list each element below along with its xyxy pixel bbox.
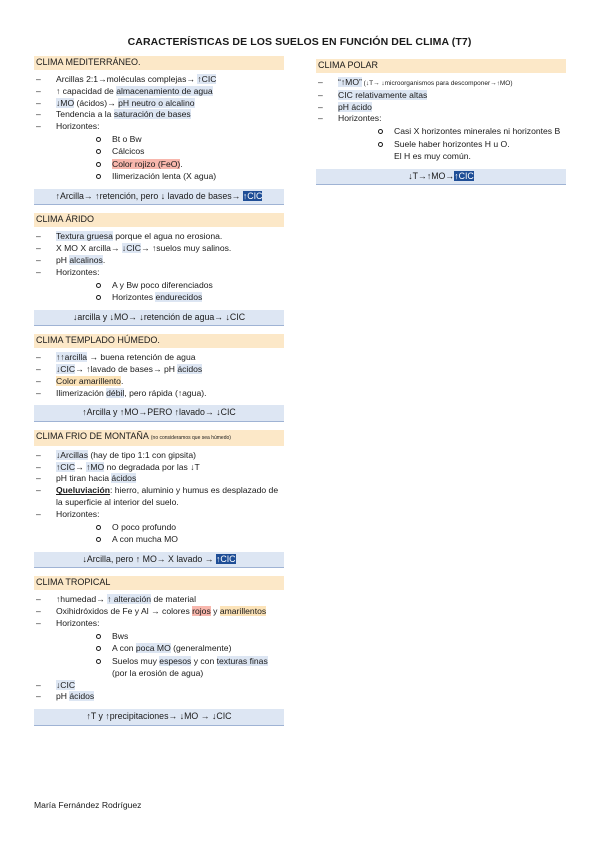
highlight: CIC relativamente altas: [338, 89, 428, 100]
highlight: ácidos: [69, 691, 95, 702]
mediterraneo-list: [34, 74, 284, 183]
summary-box-mediterraneo: ↑Arcilla→ ↑retención, pero ↓ lavado de bases→ ↑CIC: [34, 189, 284, 206]
highlight: amarillentos: [219, 605, 267, 616]
list-item: – ↑↑arcilla → buena retención de agua: [34, 352, 284, 364]
sub-item: A con poca MO (generalmente): [56, 642, 284, 655]
highlight: “↑MO”: [338, 77, 362, 87]
templado-list: [34, 352, 284, 399]
list-item: – Horizontes: A y Bw poco diferenciados Horizontes endurecidos: [34, 267, 284, 304]
section-header-montana: CLIMA FRIO DE MONTAÑA (no consideramos que sea húmedo): [34, 430, 284, 446]
highlight: ↓MO: [56, 97, 75, 108]
list-item: – Color amarillento.: [34, 376, 284, 388]
section-header-templado: CLIMA TEMPLADO HÚMEDO.: [34, 334, 284, 348]
list-item: – ↓MO (ácidos)→ pH neutro o alcalino: [34, 98, 284, 110]
sub-item: Bws: [56, 630, 284, 643]
list-item: – X MO X arcilla→ ↓CIC→ ↑suelos muy salinos.: [34, 243, 284, 255]
sub-item: A y Bw poco diferenciados: [56, 279, 284, 292]
sub-item: Suelos muy espesos y con texturas finas (por la erosión de agua): [56, 655, 284, 680]
header-note: (no consideramos que sea húmedo): [150, 434, 231, 441]
highlight: ↑ alteración: [107, 594, 152, 605]
highlight: Color rojizo (FeO): [112, 158, 181, 169]
highlight: ↓CIC: [56, 363, 76, 374]
list-item: – Oxihidróxidos de Fe y Al → colores rojos y amarillentos: [34, 606, 284, 618]
list-item: – Queluviación: hierro, aluminio y humus es desplazado de la superficie al interior del suelo.: [34, 485, 284, 509]
list-item: – Horizontes: Bws A con poca MO (generalmente) Suelos muy espesos y con texturas finas (por la erosión de agua): [34, 618, 284, 680]
highlight: endurecidos: [155, 292, 203, 303]
list-item: – Horizontes: Bt o Bw Cálcicos Color rojizo (FeO). Ilimerización lenta (X agua): [34, 121, 284, 183]
list-item: [316, 102, 566, 114]
sub-item: Casi X horizontes minerales ni horizontes B: [338, 125, 566, 138]
highlight: ↓Arcillas: [56, 449, 88, 460]
list-item: – ↓CIC→ ↑lavado de bases→ pH ácidos: [34, 364, 284, 376]
highlight: pH ácido: [338, 101, 372, 112]
list-item: – ↑ capacidad de almacenamiento de agua: [34, 86, 284, 98]
highlight: almacenamiento de agua: [116, 85, 213, 96]
highlight: ↑↑arcilla: [56, 352, 88, 363]
highlight: saturación de bases: [113, 109, 191, 120]
sub-item: A con mucha MO: [56, 533, 284, 546]
sub-item: Bt o Bw: [56, 133, 284, 146]
list-item: – Tendencia a la saturación de bases: [34, 109, 284, 121]
highlight: poca MO: [135, 643, 171, 654]
highlight: ↑CIC: [215, 553, 236, 564]
sub-list: [56, 521, 284, 546]
summary-box-tropical: ↑T y ↑precipitaciones→ ↓MO → ↓CIC: [34, 709, 284, 726]
highlight: alcalinos: [69, 255, 103, 266]
page-title: CARACTERÍSTICAS DE LOS SUELOS EN FUNCIÓN DEL CLIMA (T7): [127, 36, 472, 48]
highlight: texturas finas: [216, 655, 268, 666]
author-name: María Fernández Rodríguez: [34, 800, 142, 810]
montana-list: [34, 450, 284, 546]
polar-list: [316, 77, 566, 163]
tropical-list: [34, 594, 284, 703]
summary-box-polar: ↓T→↑MO→↑CIC: [316, 169, 566, 186]
highlight: pH neutro o alcalino: [118, 97, 195, 108]
highlight: débil: [106, 387, 125, 398]
sub-list: [56, 279, 284, 304]
list-item: – pH ácidos: [34, 691, 284, 703]
list-item: – pH alcalinos.: [34, 255, 284, 267]
highlight: ↑CIC: [242, 190, 263, 201]
sub-list: [56, 630, 284, 680]
highlight: ↑CIC: [454, 170, 474, 181]
highlight: ↑MO: [86, 461, 105, 472]
highlight: Textura gruesa: [56, 231, 113, 242]
list-item: [316, 90, 566, 102]
sub-item: Ilimerización lenta (X agua): [56, 170, 284, 183]
highlight: Color amarillento: [56, 375, 121, 386]
sub-item: Horizontes endurecidos: [56, 291, 284, 304]
list-item: – ↑humedad→ ↑ alteración de material: [34, 594, 284, 606]
list-item: – ↓Arcillas (hay de tipo 1:1 con gipsita): [34, 450, 284, 462]
sub-item: Cálcicos: [56, 145, 284, 158]
summary-box-arido: ↓arcilla y ↓MO→ ↓retención de agua→ ↓CIC: [34, 310, 284, 327]
sub-list: [56, 133, 284, 183]
highlight: ácidos: [177, 363, 203, 374]
sub-list: [338, 125, 566, 163]
right-column: [316, 59, 566, 193]
list-item: [34, 680, 284, 692]
section-header-arido: CLIMA ÁRIDO: [34, 213, 284, 227]
summary-box-montana: ↓Arcilla, pero ↑ MO→ X lavado → ↑CIC: [34, 552, 284, 569]
term: Queluviación: [56, 485, 110, 496]
arido-list: [34, 231, 284, 303]
section-header-polar: CLIMA POLAR: [316, 59, 566, 73]
highlight: rojos: [192, 605, 211, 616]
list-item: – Ilimerización débil, pero rápida (↑agua).: [34, 388, 284, 400]
left-column: [34, 56, 284, 734]
highlight: ↑CIC: [56, 461, 76, 472]
highlight: ↓CIC: [56, 679, 76, 690]
list-item: – Horizontes: Casi X horizontes minerales ni horizontes B Suele haber horizontes H u O. El H es muy común.: [316, 113, 566, 162]
list-item: – “↑MO” (↓T→ ↓microorganismos para descomponer→↑MO): [316, 77, 566, 90]
sub-item: Color rojizo (FeO).: [56, 158, 284, 171]
list-item: – Horizontes: O poco profundo A con mucha MO: [34, 509, 284, 546]
highlight: ↑CIC: [197, 74, 217, 84]
list-item: – pH tiran hacia ácidos: [34, 473, 284, 485]
sub-item: Suele haber horizontes H u O. El H es muy común.: [338, 138, 566, 163]
highlight: espesos: [159, 655, 192, 666]
section-header-mediterraneo: CLIMA MEDITERRÁNEO.: [34, 56, 284, 70]
list-item: – ↑CIC→ ↑MO no degradada por las ↓T: [34, 462, 284, 474]
highlight: ↓CIC: [121, 243, 142, 254]
section-header-tropical: CLIMA TROPICAL: [34, 576, 284, 590]
sub-item: O poco profundo: [56, 521, 284, 534]
summary-box-templado: ↑Arcilla y ↑MO→PERO ↑lavado→ ↓CIC: [34, 405, 284, 422]
highlight: ácidos: [111, 473, 137, 484]
list-item: – Textura gruesa porque el agua no erosiona.: [34, 231, 284, 243]
list-item: – Arcillas 2:1→moléculas complejas→ ↑CIC: [34, 74, 284, 86]
